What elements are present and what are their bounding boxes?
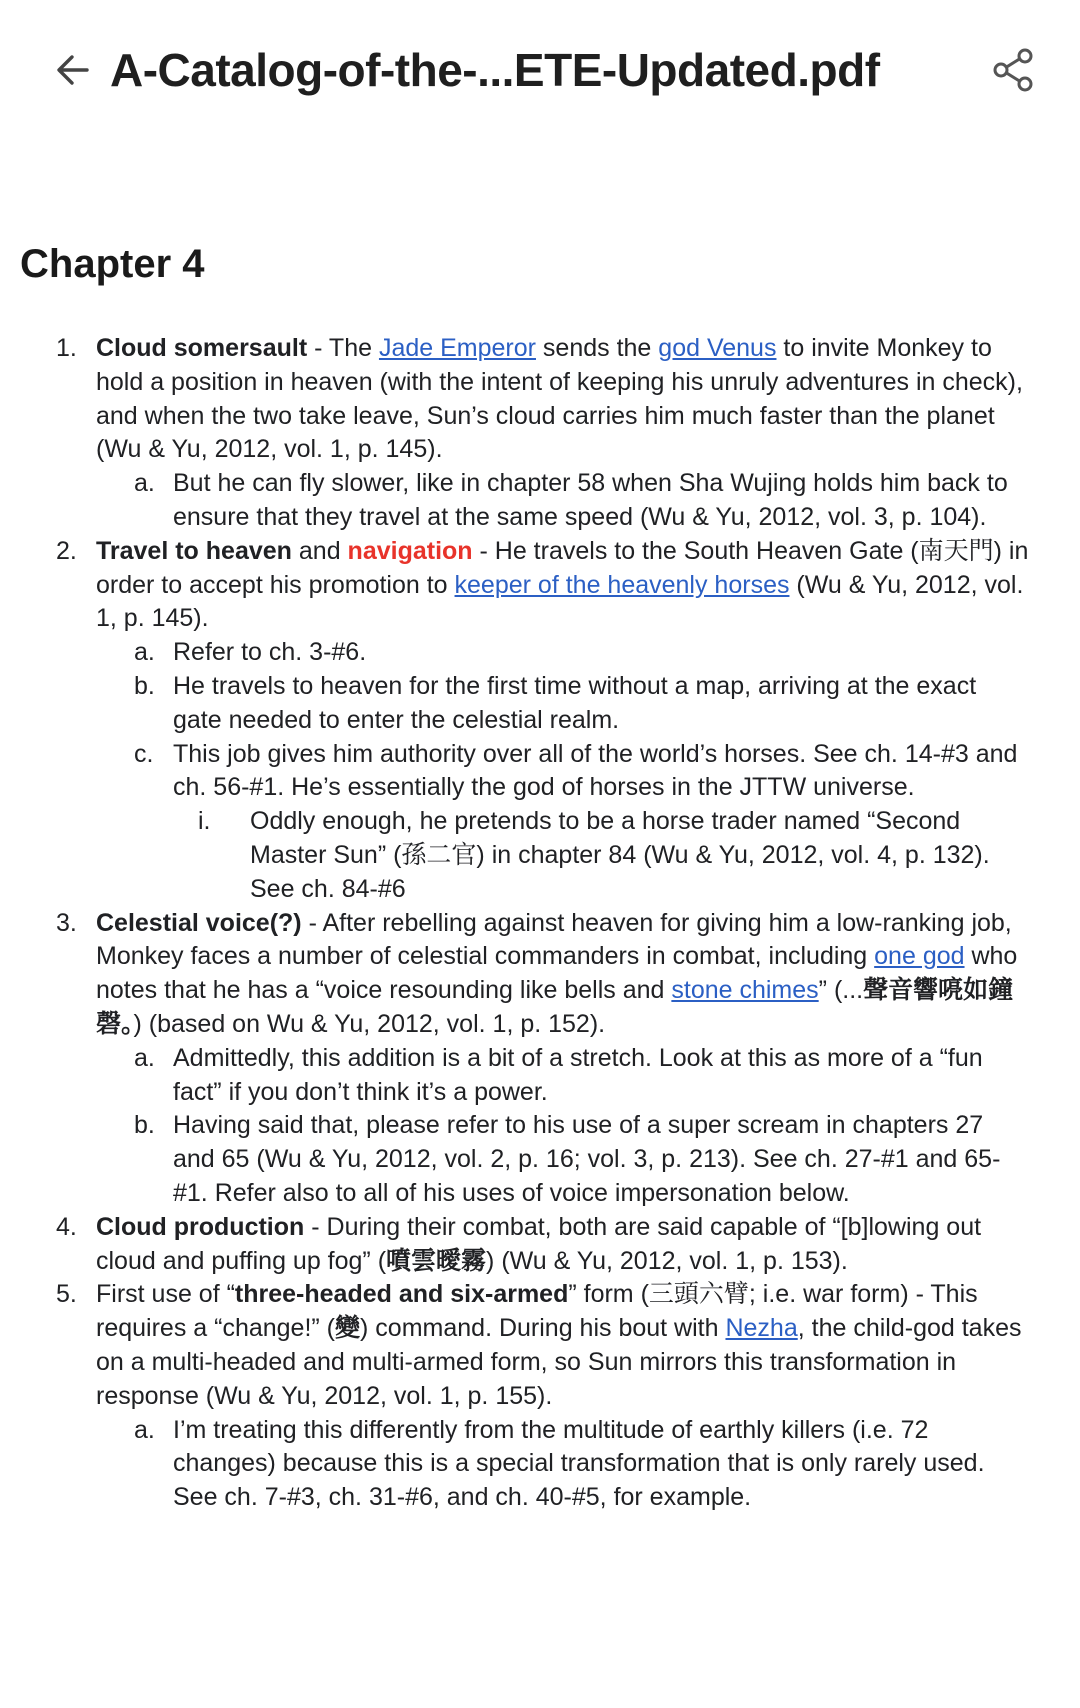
- subitem-text: This job gives him authority over all of the world’s horses. See ch. 14-#3 and ch. 56-#1. He’s essentially the god of horses in the JTTW universe.: [173, 739, 1018, 802]
- list-item: [0, 1211, 1080, 1279]
- nezha-link[interactable]: Nezha: [725, 1314, 798, 1343]
- item-text: who notes that he has a “voice resounding like bells and: [96, 942, 1018, 1005]
- subitem-text: Admittedly, this addition is a bit of a stretch. Look at this as more of a “fun fact” if you don’t think it’s a power.: [173, 1043, 983, 1106]
- subsubitem-text: Oddly enough, he pretends to be a horse trader named “Second Master Sun” (孫二官) in chapter 84 (Wu & Yu, 2012, vol. 4, p. 132). See ch. 84-#6: [250, 807, 990, 903]
- list-subitem: [0, 636, 1080, 670]
- item-text: ) command. During his bout with: [360, 1314, 726, 1343]
- subitem-text: He travels to heaven for the first time without a map, arriving at the exact gate needed to enter the celestial realm.: [173, 671, 977, 734]
- subitem-letter: b.: [134, 671, 155, 700]
- list-subitem: [0, 467, 1080, 535]
- subitem-letter: c.: [134, 739, 154, 768]
- subitem-letter: b.: [134, 1111, 155, 1140]
- item-title: Cloud production: [96, 1212, 305, 1241]
- item-title: three-headed and six-armed: [234, 1280, 569, 1309]
- item-title: Cloud somersault: [96, 334, 308, 362]
- chinese-character: 變: [335, 1314, 361, 1343]
- item-text: First use of “: [96, 1280, 235, 1309]
- subitem-letter: a.: [134, 1043, 155, 1072]
- chapter-content: [0, 332, 1080, 1515]
- god-venus-link[interactable]: god Venus: [658, 334, 777, 362]
- item-text: - During their combat, both are said capable of “[b]lowing out cloud and puffing up fog” (: [96, 1212, 982, 1275]
- item-text: - He travels to the South Heaven Gate (南天門) in order to accept his promotion to: [96, 536, 1029, 599]
- item-text: - The: [307, 334, 379, 362]
- pdf-page: [0, 140, 1080, 1708]
- item-number: 3.: [56, 908, 77, 937]
- document-title: A-Catalog-of-the-...ETE-Updated.pdf: [110, 44, 880, 96]
- list-item: [0, 332, 1080, 467]
- subitem-text: Refer to ch. 3-#6.: [173, 638, 367, 667]
- one-god-link[interactable]: one god: [874, 942, 965, 971]
- keeper-heavenly-horses-link[interactable]: keeper of the heavenly horses: [454, 570, 790, 599]
- item-text: and: [291, 536, 348, 565]
- item-number: 5.: [56, 1280, 77, 1309]
- share-icon: [989, 46, 1037, 94]
- list-subitem: [0, 1109, 1080, 1210]
- subitem-text: I’m treating this differently from the multitude of earthly killers (i.e. 72 changes) because this is a special transformation that is only rarely used. See ch. 7-#3, ch. 31-#6, and ch. 40-#5, for example.: [173, 1415, 985, 1512]
- item-text: ) (based on Wu & Yu, 2012, vol. 1, p. 152).: [133, 1009, 606, 1038]
- item-text: , the child-god takes on a multi-headed and multi-armed form, so Sun mirrors this transformation in response (Wu & Yu, 2012, vol. 1, p. 155).: [96, 1314, 1022, 1410]
- subitem-text: Having said that, please refer to his use of a super scream in chapters 27 and 65 (Wu & Yu, 2012, vol. 2, p. 16; vol. 3, p. 213). See ch. 27-#1 and 65-#1. Refer also to all of his uses of voice impersonation below.: [173, 1111, 1001, 1207]
- subsubitem-numeral: i.: [198, 807, 211, 836]
- list-subsubitem: [0, 805, 1080, 906]
- item-text: ) (Wu & Yu, 2012, vol. 1, p. 153).: [486, 1246, 848, 1275]
- subitem-text: But he can fly slower, like in chapter 58 when Sha Wujing holds him back to ensure that they travel at the same speed (Wu & Yu, 2012, vol. 3, p. 104).: [173, 469, 1008, 531]
- arrow-left-icon: [53, 50, 93, 90]
- list-subitem: [0, 1414, 1080, 1515]
- item-text: - After rebelling against heaven for giving him a low-ranking job, Monkey faces a number of celestial commanders in combat, including: [96, 908, 1012, 971]
- list-item: [0, 535, 1080, 636]
- navigation-highlight: navigation: [347, 536, 473, 565]
- item-text: to invite Monkey to hold a position in heaven (with the intent of keeping his unruly adventures in check), and when the two take leave, Sun’s cloud carries him much faster than the planet (Wu & Yu, 2012, vol. 1, p. 145).: [96, 334, 1023, 464]
- item-text: (Wu & Yu, 2012, vol. 1, p. 145).: [96, 570, 1024, 633]
- stone-chimes-link[interactable]: stone chimes: [671, 976, 819, 1005]
- list-subitem: [0, 1042, 1080, 1110]
- item-text: ” form (三頭六臂; i.e. war form) - This requires a “change!” (: [96, 1280, 978, 1343]
- item-title: Celestial voice(?): [96, 908, 302, 937]
- chapter-heading: Chapter 4: [20, 242, 205, 286]
- item-text: ” (...: [818, 976, 864, 1005]
- item-number: 4.: [56, 1212, 77, 1241]
- item-title: Travel to heaven: [96, 536, 292, 565]
- list-subitem: [0, 738, 1080, 806]
- back-button[interactable]: [50, 47, 96, 93]
- list-item: [0, 1278, 1080, 1413]
- chinese-quote: 噴雲曖霧: [386, 1246, 487, 1275]
- subitem-letter: a.: [134, 638, 155, 667]
- share-button[interactable]: [986, 43, 1040, 97]
- subitem-letter: a.: [134, 1415, 155, 1444]
- list-item: [0, 907, 1080, 1042]
- item-text: sends the: [535, 334, 659, 362]
- list-subitem: [0, 670, 1080, 738]
- app-header: [0, 0, 1080, 140]
- chinese-quote: 聲音響喨如鐘磬。: [96, 976, 1014, 1038]
- item-number: 1.: [56, 334, 77, 362]
- subitem-letter: a.: [134, 469, 155, 498]
- jade-emperor-link[interactable]: Jade Emperor: [378, 334, 536, 362]
- item-number: 2.: [56, 536, 77, 565]
